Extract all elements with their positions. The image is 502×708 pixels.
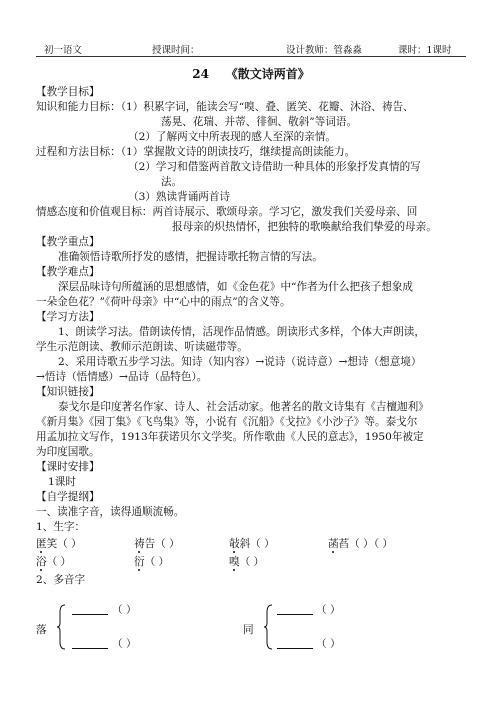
goals-heading: 【教学目标】 <box>36 86 100 98</box>
goals-process-2b: 法。 <box>161 176 183 188</box>
answer-blank[interactable] <box>277 648 313 649</box>
char-dotted: 衍 <box>134 556 145 568</box>
char-rest: 笑（ ） <box>46 538 82 550</box>
key-text: 准确领悟诗歌所抒发的感情，把握诗歌托物言情的写法。 <box>58 251 323 263</box>
char-dotted: 祷 <box>134 538 145 550</box>
char-dotted: 菡 <box>328 538 339 550</box>
char-item <box>36 556 71 569</box>
goals-process-1: 过程和方法目标：（1）掌握散文诗的朗读技巧，继续提高朗读能力。 <box>36 146 356 158</box>
outline-sub-1: 1、生字： <box>36 521 86 533</box>
goals-emotion-a: 情感态度和价值观目标：两首诗展示、歌颂母亲。学习它，激发我们关爱母亲、回 <box>36 206 418 218</box>
char-rest: （ ） <box>239 556 265 568</box>
key-heading: 【教学重点】 <box>36 236 100 248</box>
methods-1b: 学生示范朗读、教师示范朗读、听读磁带等。 <box>36 341 248 353</box>
goals-knowledge-2: （2）了解两文中所表现的感人至深的亲情。 <box>128 131 337 143</box>
difficult-text-a: 深层品味诗句所蕴涵的思想感情，如《金色花》中“作者为什么把孩子想象成 <box>58 281 414 293</box>
char-rest: 斜（ ） <box>239 538 275 550</box>
goals-knowledge-1b: 荡晃、花瑞、并蒂、徘徊、敬斜”等词语。 <box>161 116 358 128</box>
links-text-1: 泰戈尔是印度著名作家、诗人、社会活动家。他著名的散文诗集有《吉檀迦利》 <box>58 401 429 413</box>
char-rest: 告（ ） <box>144 538 180 550</box>
brace-icon <box>56 604 66 650</box>
goals-process-3: （3）熟读背诵两首诗 <box>128 191 231 203</box>
poly-slot: （ ） <box>112 638 137 650</box>
poly-slot: （ ） <box>316 604 341 616</box>
header-designer: 设计教师：管淼淼 <box>286 45 363 56</box>
char-item <box>229 556 264 569</box>
schedule-heading: 【课时安排】 <box>36 461 100 473</box>
outline-sub-2: 2、多音字 <box>36 574 86 586</box>
links-text-3: 用孟加拉文写作，1913年获诺贝尔文学奖。所作歌曲《人民的意志》，1950年被定 <box>36 431 424 443</box>
char-item <box>328 538 393 551</box>
poly-char: 落 <box>36 624 47 636</box>
goals-knowledge-1a: 知识和能力目标：（1）积累字词，能读会写“嗅、叠、匿笑、花瓣、沐浴、祷告、 <box>36 101 414 113</box>
char-item <box>36 538 82 551</box>
methods-1a: 1、朗读学习法。借朗读传情，活现作品情感。朗读形式多样，个体大声朗读， <box>58 326 425 338</box>
methods-2b: →悟诗（悟情感）→品诗（品特色）。 <box>36 371 208 383</box>
links-text-4: 为印度国歌。 <box>36 446 100 458</box>
outline-step-1: 一、读准字音，读得通顺流畅。 <box>36 506 185 518</box>
poly-slot: （ ） <box>112 604 137 616</box>
poly-char: 同 <box>243 624 254 636</box>
schedule-text: 1课时 <box>48 476 76 488</box>
links-heading: 【知识链接】 <box>36 386 100 398</box>
char-item <box>229 538 275 551</box>
answer-blank[interactable] <box>277 614 313 615</box>
difficult-text-b: 一朵金色花？”《荷叶母亲》中“心中的雨点”的含义等。 <box>36 296 291 308</box>
header-time-label: 授课时间： <box>152 45 200 56</box>
links-text-2: 《新月集》《园丁集》《飞鸟集》等，小说有《沉船》《戈拉》《小沙子》等。泰戈尔 <box>36 416 418 428</box>
methods-heading: 【学习方法】 <box>36 311 100 323</box>
header-period: 课时：1课时 <box>398 45 452 56</box>
char-item <box>134 556 169 569</box>
brace-icon <box>263 604 273 650</box>
answer-blank[interactable] <box>72 614 108 615</box>
goals-emotion-b: 报母亲的炽热情怀，把独特的歌唤献给我们挚爱的母亲。 <box>172 221 437 233</box>
char-dotted: 匿 <box>36 538 47 550</box>
goals-process-2a: （2）学习和借鉴两首散文诗借助一种具体的形象抒发真情的写 <box>128 161 421 173</box>
poly-slot: （ ） <box>316 638 341 650</box>
char-dotted: 嗅 <box>229 556 240 568</box>
difficult-heading: 【教学难点】 <box>36 266 100 278</box>
header-grade: 初一语文 <box>44 45 83 56</box>
page-title: 24 《散文诗两首》 <box>192 67 310 81</box>
char-rest: 萏（ ）（ ） <box>338 538 393 550</box>
char-dotted: 敧 <box>229 538 240 550</box>
char-rest: （ ） <box>46 556 72 568</box>
char-dotted: 浴 <box>36 556 47 568</box>
char-rest: （ ） <box>144 556 170 568</box>
char-item <box>134 538 180 551</box>
outline-heading: 【自学提纲】 <box>36 491 100 503</box>
answer-blank[interactable] <box>72 648 108 649</box>
methods-2a: 2、采用诗歌五步学习法。知诗（知内容）→说诗（说诗意）→想诗（想意境） <box>58 356 422 368</box>
header-rule <box>36 56 466 57</box>
